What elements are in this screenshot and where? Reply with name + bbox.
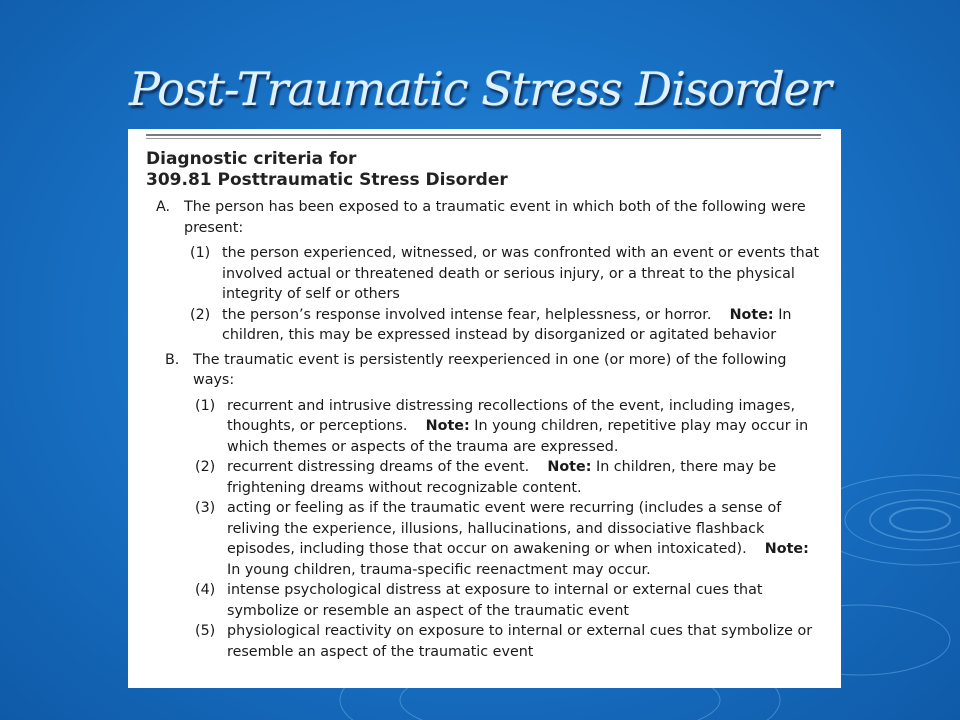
criterion-letter: A. bbox=[156, 199, 171, 215]
criterion-letter: B. bbox=[165, 351, 180, 368]
item-number: (4) bbox=[195, 582, 216, 598]
item-text bbox=[227, 580, 821, 621]
item-text bbox=[227, 621, 821, 662]
list-item bbox=[195, 498, 821, 580]
note-text: In young children, trauma-specific reenactment may occur. bbox=[227, 561, 651, 578]
item-body: intense psychological distress at exposure to internal or external cues that symbolize or resemble an aspect of the traumatic event bbox=[227, 582, 763, 619]
note-text: In children, this may be expressed instead by disorganized or agitated behavior bbox=[222, 306, 792, 343]
item-text bbox=[222, 305, 821, 346]
document-heading bbox=[146, 149, 821, 191]
item-body: acting or feeling as if the traumatic event were recurring (includes a sense of reliving the experience, illusions, hallucinations, and dissociative flashback episodes, including those that occur on awakening or when intoxicated). bbox=[227, 500, 782, 557]
item-body: recurrent and intrusive distressing recollections of the event, including images, thoughts, or perceptions. bbox=[227, 397, 796, 434]
item-body: recurrent distressing dreams of the event. bbox=[227, 459, 530, 475]
note-label: Note: bbox=[425, 418, 470, 434]
note-label: Note: bbox=[729, 306, 774, 323]
item-number: (1) bbox=[190, 245, 211, 261]
list-item bbox=[195, 621, 821, 662]
top-rule bbox=[146, 134, 821, 136]
list-item bbox=[190, 243, 821, 305]
list-item bbox=[195, 457, 821, 498]
note-label: Note: bbox=[547, 459, 592, 475]
heading-line-2: 309.81 Posttraumatic Stress Disorder bbox=[146, 170, 508, 190]
criterion-text: The traumatic event is persistently reexperienced in one (or more) of the following ways: bbox=[193, 351, 787, 388]
criterion-b-items bbox=[195, 396, 821, 663]
item-text bbox=[222, 243, 821, 305]
item-body: physiological reactivity on exposure to internal or external cues that symbolize or resemble an aspect of the traumatic event bbox=[227, 623, 813, 660]
criterion-a-items bbox=[190, 243, 821, 346]
slide-title: Post-Traumatic Stress Disorder bbox=[129, 62, 831, 116]
criterion-text: The person has been exposed to a traumatic event in which both of the following were present: bbox=[184, 199, 806, 236]
item-text bbox=[227, 498, 821, 580]
note-label: Note: bbox=[764, 541, 809, 557]
item-text bbox=[227, 457, 821, 498]
item-body: the person experienced, witnessed, or was confronted with an event or events that involved actual or threatened death or serious injury, or a threat to the physical integrity of self or others bbox=[222, 245, 820, 302]
criteria-document bbox=[128, 129, 841, 688]
criterion-b bbox=[165, 350, 821, 391]
top-rule-thin bbox=[146, 138, 821, 139]
criterion-a bbox=[156, 197, 821, 238]
list-item bbox=[190, 305, 821, 346]
item-number: (3) bbox=[195, 500, 216, 516]
item-number: (5) bbox=[195, 623, 216, 639]
list-item bbox=[195, 580, 821, 621]
note-text: In young children, repetitive play may occur in which themes or aspects of the trauma are expressed. bbox=[227, 418, 809, 455]
item-body: the person’s response involved intense fear, helplessness, or horror. bbox=[222, 306, 712, 323]
item-number: (1) bbox=[195, 397, 216, 414]
list-item bbox=[195, 396, 821, 458]
item-number: (2) bbox=[190, 306, 211, 323]
note-text: In children, there may be frightening dreams without recognizable content. bbox=[227, 459, 777, 496]
heading-line-1: Diagnostic criteria for bbox=[146, 149, 357, 169]
item-number: (2) bbox=[195, 459, 216, 475]
item-text bbox=[227, 396, 821, 458]
